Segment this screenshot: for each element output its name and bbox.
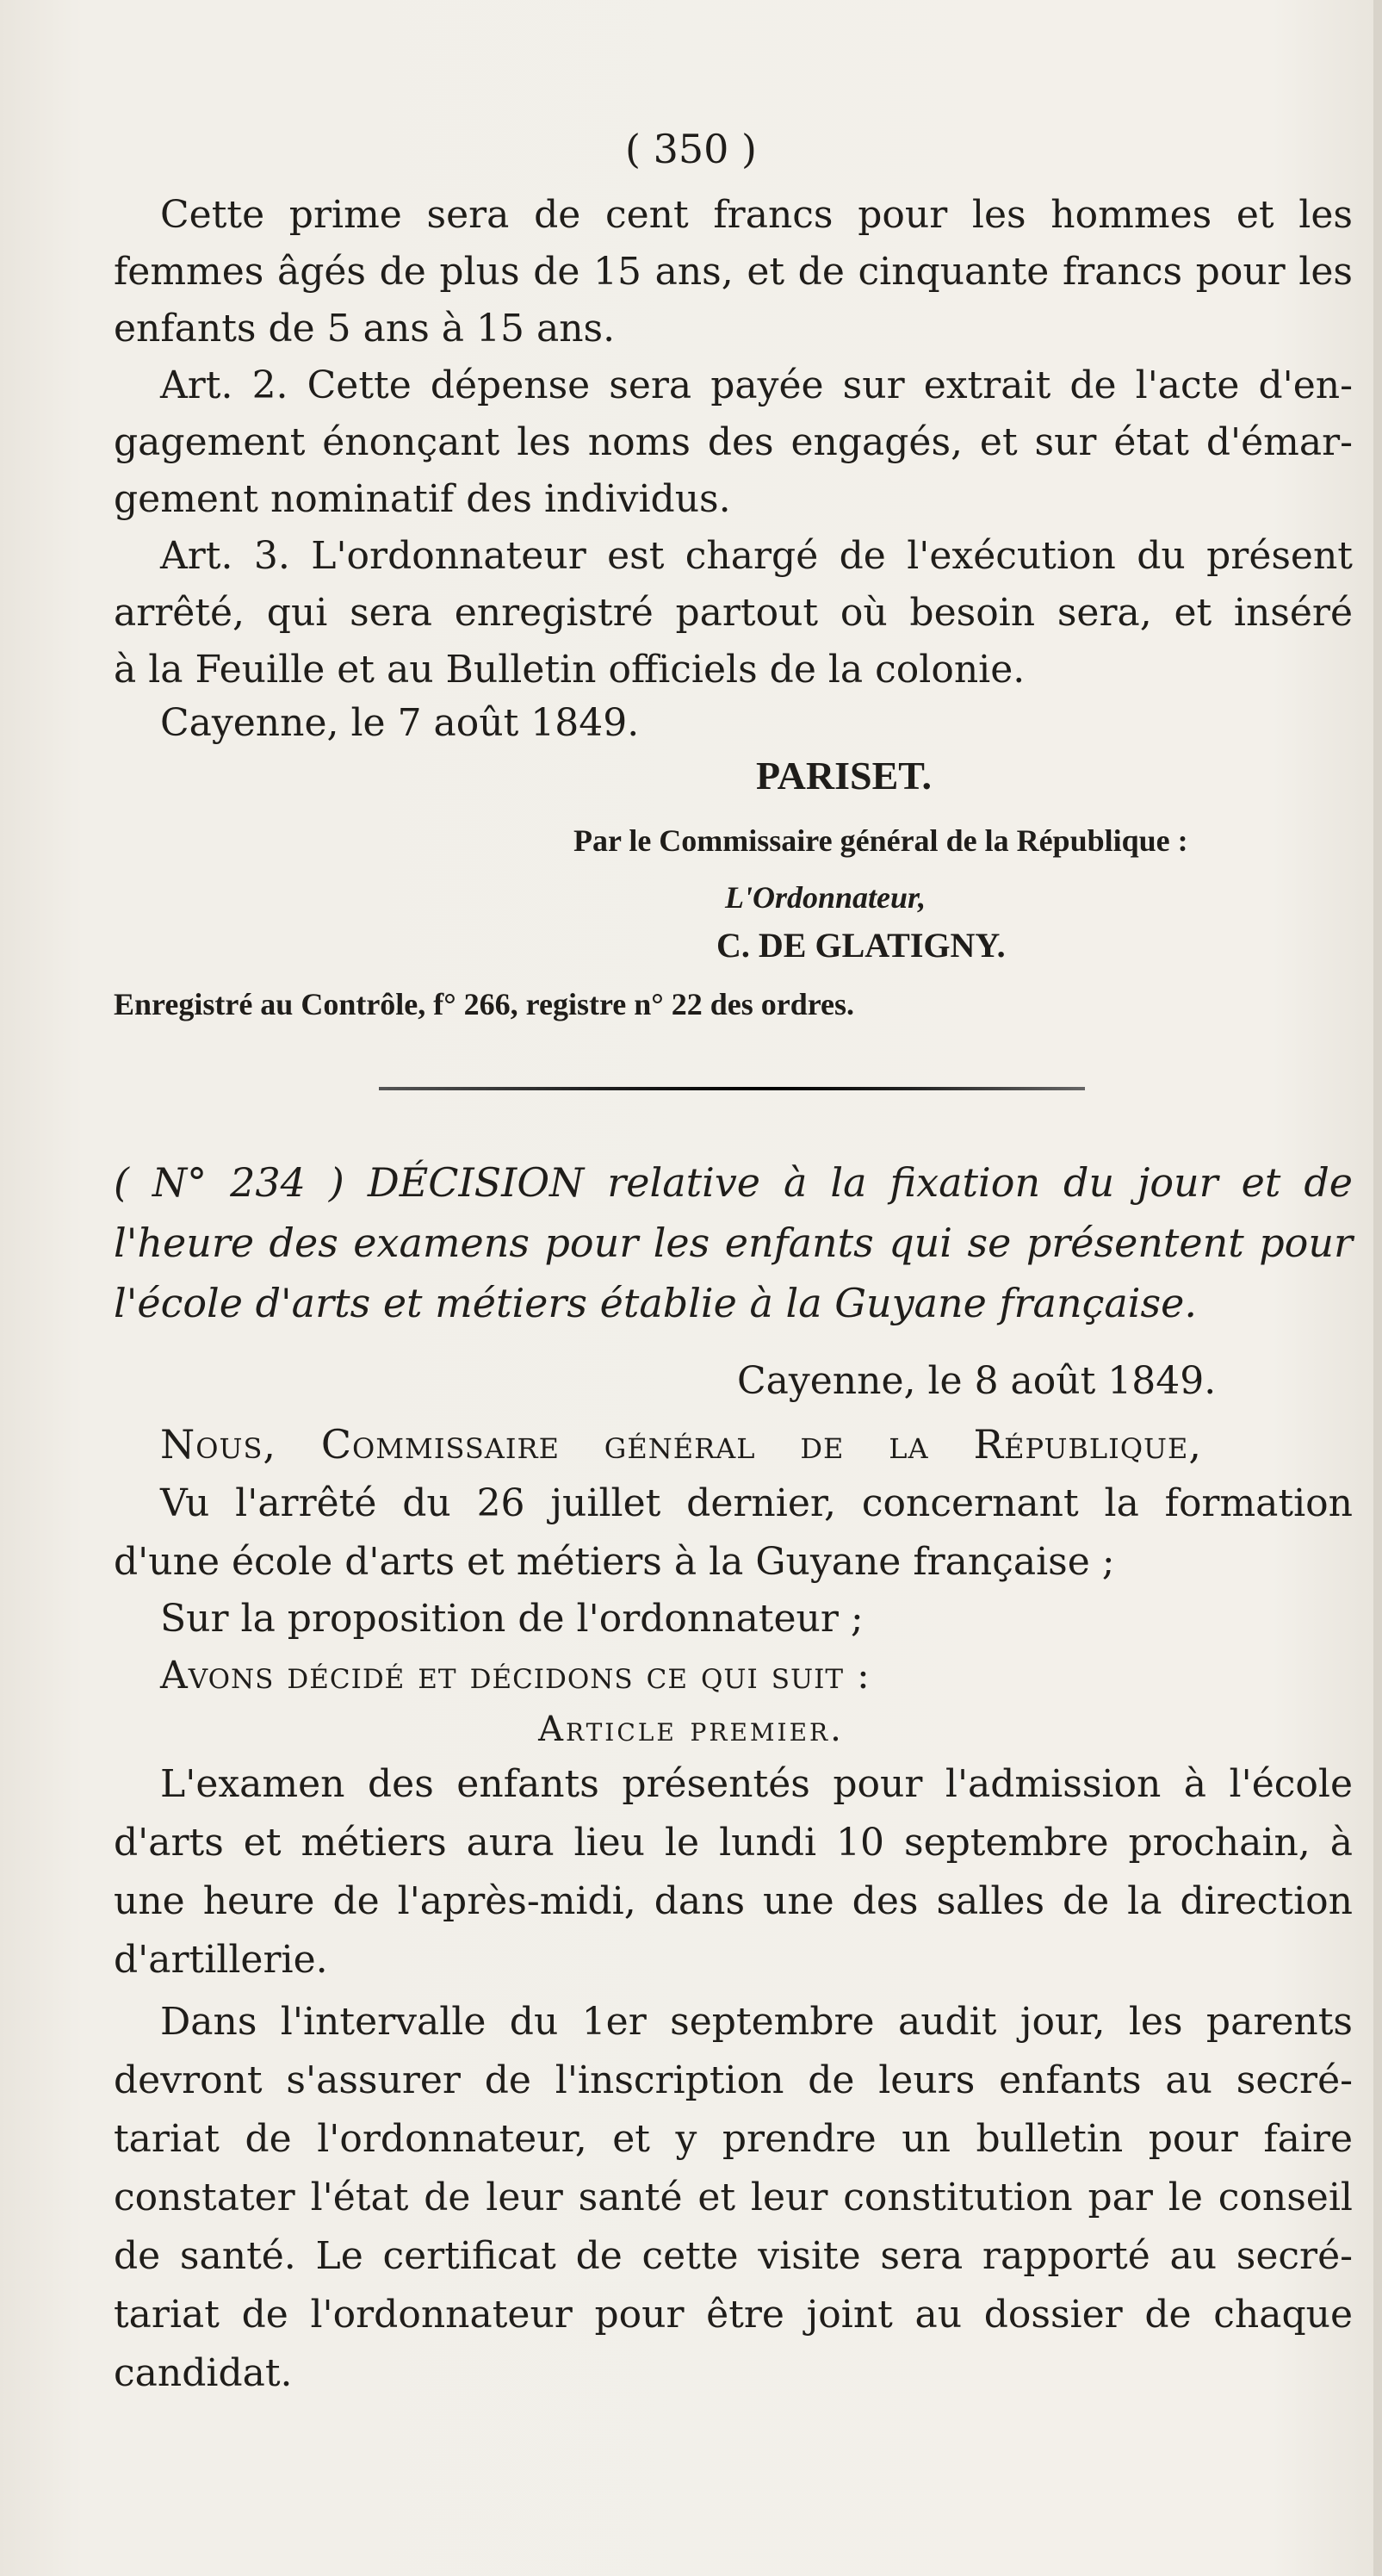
text-line: d'une école d'arts et métiers à la Guyane française ;	[114, 1540, 1115, 1584]
text-line: arrêté, qui sera enregistré partout où besoin sera, et inséré	[114, 591, 1353, 635]
text-line: femmes âgés de plus de 15 ans, et de cinquante francs pour les	[114, 250, 1353, 294]
text-line: une heure de l'après-midi, dans une des salles de la direction	[114, 1879, 1353, 1923]
text-line: Cette prime sera de cent francs pour les hommes et les	[160, 193, 1353, 237]
text-line: Sur la proposition de l'ordonnateur ;	[160, 1597, 864, 1641]
text-line: L'examen des enfants présentés pour l'admission à l'école	[160, 1762, 1353, 1806]
signature-glatigny: C. DE GLATIGNY.	[716, 926, 1006, 965]
text-line: gagement énonçant les noms des engagés, et sur état d'émar-	[114, 420, 1353, 464]
article-heading: Article premier.	[538, 1710, 844, 1749]
text-line: Dans l'intervalle du 1er septembre audit jour, les parents	[160, 2000, 1353, 2044]
text-line: d'arts et métiers aura lieu le lundi 10 septembre prochain, à	[114, 1821, 1353, 1865]
text-line: constater l'état de leur santé et leur constitution par le conseil	[114, 2176, 1353, 2219]
page-edge	[1373, 0, 1382, 2576]
article-2-line: Art. 2. Cette dépense sera payée sur extrait de l'acte d'en-	[160, 363, 1353, 407]
text-line: à la Feuille et au Bulletin officiels de la colonie.	[114, 648, 1026, 692]
decision-heading: l'heure des examens pour les enfants qui se présentent pour	[114, 1220, 1353, 1266]
section-divider	[379, 1087, 1085, 1090]
text-line: d'artillerie.	[114, 1938, 328, 1982]
preamble-line: Nous, Commissaire général de la République,	[160, 1421, 1202, 1468]
ordonnateur-title: L'Ordonnateur,	[725, 880, 926, 915]
decision-heading: l'école d'arts et métiers établie à la Guyane française.	[114, 1280, 1197, 1326]
text-line: devront s'assurer de l'inscription de leurs enfants au secré-	[114, 2058, 1353, 2102]
text-line: gement nominatif des individus.	[114, 477, 731, 521]
article-3-line: Art. 3. L'ordonnateur est chargé de l'exécution du présent	[160, 534, 1353, 578]
date-line: Cayenne, le 7 août 1849.	[160, 701, 640, 745]
decision-heading: ( N° 234 ) DÉCISION relative à la fixation du jour et de	[114, 1159, 1353, 1206]
text-line: de santé. Le certificat de cette visite sera rapporté au secré-	[114, 2234, 1353, 2278]
page-number: ( 350 )	[625, 126, 757, 172]
registration-line: Enregistré au Contrôle, f° 266, registre n° 22 des ordres.	[114, 987, 855, 1021]
text-line: Avons décidé et décidons ce qui suit :	[160, 1654, 871, 1698]
text-line: enfants de 5 ans à 15 ans.	[114, 307, 616, 351]
text-line: Vu l'arrêté du 26 juillet dernier, concernant la formation	[160, 1481, 1353, 1525]
countersign-line: Par le Commissaire général de la République :	[573, 823, 1188, 858]
decision-date: Cayenne, le 8 août 1849.	[737, 1359, 1217, 1403]
text-line: candidat.	[114, 2351, 293, 2395]
text-line: tariat de l'ordonnateur, et y prendre un bulletin pour faire	[114, 2117, 1353, 2161]
text-line: tariat de l'ordonnateur pour être joint au dossier de chaque	[114, 2293, 1353, 2337]
signature-pariset: PARISET.	[756, 754, 933, 798]
